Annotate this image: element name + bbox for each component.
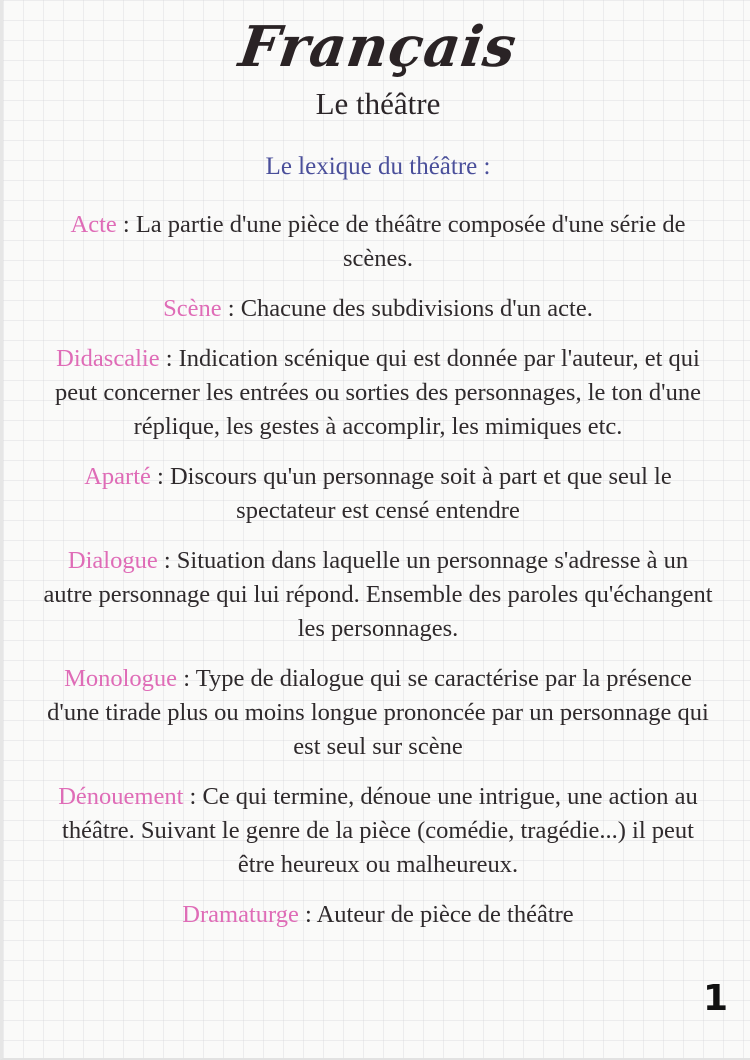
definition-item xyxy=(41,898,715,932)
definition-item xyxy=(41,460,715,528)
definition-text: Discours qu'un personnage soit à part et que seul le spectateur est censé entendre xyxy=(169,463,672,524)
definition-item xyxy=(41,342,715,444)
definitions-list xyxy=(41,208,715,948)
definition-separator: : xyxy=(150,463,170,490)
definition-text: Situation dans laquelle un personnage s'adresse à un autre personnage qui lui répond. Ensemble des paroles qu'échangent les personnages. xyxy=(43,547,713,642)
definition-text: La partie d'une pièce de théâtre composée d'une série de scènes. xyxy=(135,211,686,272)
definition-item xyxy=(41,208,715,276)
definition-term: Dénouement xyxy=(58,783,184,810)
definition-separator: : xyxy=(116,211,136,238)
definition-term: Acte xyxy=(70,211,117,238)
definition-term: Monologue xyxy=(64,665,178,692)
page-title: Français xyxy=(235,14,521,80)
definition-text: Type de dialogue qui se caractérise par la présence d'une tirade plus ou moins longue prononcée par un personnage qui est seul sur scène xyxy=(47,665,709,760)
definition-item xyxy=(41,662,715,764)
definition-separator: : xyxy=(177,665,196,692)
definition-item xyxy=(41,780,715,882)
definition-separator: : xyxy=(221,295,241,322)
definition-text: Indication scénique qui est donnée par l'auteur, et qui peut concerner les entrées ou sorties des personnages, le ton d'une réplique, les gestes à accomplir, les mimiques etc. xyxy=(55,345,701,440)
definition-separator: : xyxy=(298,901,317,928)
definition-text: Ce qui termine, dénoue une intrigue, une action au théâtre. Suivant le genre de la pièce (comédie, tragédie...) il peut être heureux ou malheureux. xyxy=(62,783,698,878)
definition-term: Aparté xyxy=(84,463,151,490)
definition-term: Dialogue xyxy=(67,547,158,574)
definition-separator: : xyxy=(183,783,203,810)
definition-text: Chacune des subdivisions d'un acte. xyxy=(240,295,593,322)
definition-separator: : xyxy=(157,547,177,574)
definition-term: Dramaturge xyxy=(182,901,299,928)
page-subtitle: Le théâtre xyxy=(315,86,441,121)
definition-term: Didascalie xyxy=(56,345,160,372)
definition-term: Scène xyxy=(163,295,222,322)
definition-item xyxy=(41,292,715,326)
definition-text: Auteur de pièce de théâtre xyxy=(316,901,574,928)
page-number: 1 xyxy=(702,978,728,1019)
definition-separator: : xyxy=(159,345,179,372)
section-title: Le lexique du théâtre : xyxy=(265,153,491,180)
definition-item xyxy=(41,544,715,646)
